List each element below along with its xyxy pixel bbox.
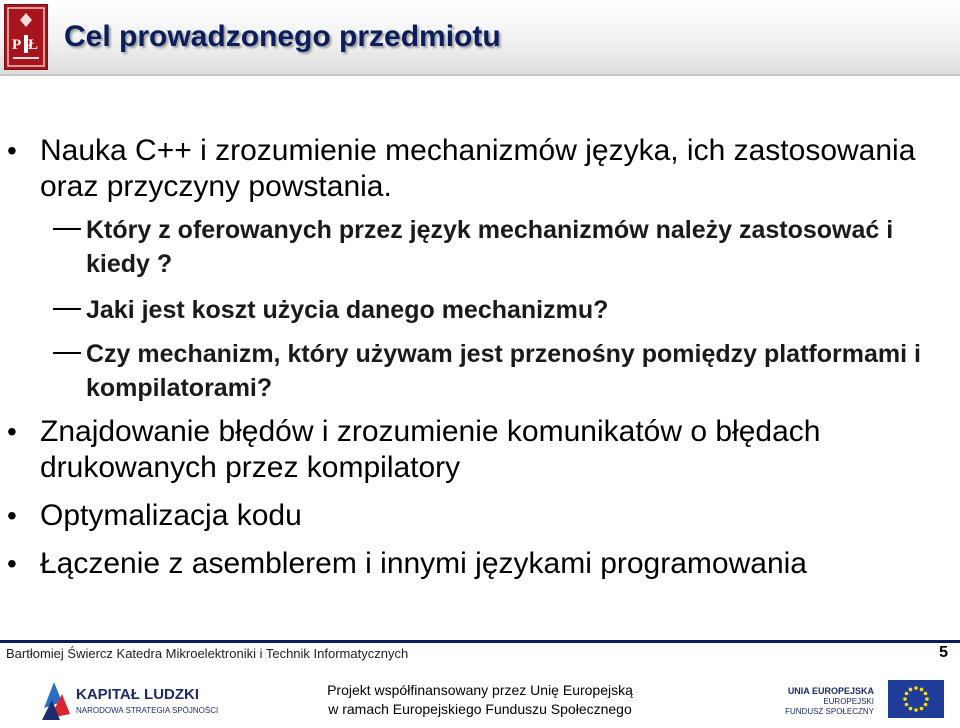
header-divider [0,74,960,76]
eu-star-icon [909,707,913,711]
sub-bullet-item [86,213,926,281]
eu-line-2: EUROPEJSKI [823,697,874,706]
kapital-ludzki-title: KAPITAŁ LUDZKI [76,686,200,703]
project-line-1: Projekt współfinansowany przez Unię Europejską [327,682,633,698]
eu-star-icon [924,692,928,696]
bullet-item [7,546,920,582]
university-logo [4,4,48,70]
svg-text:Ł: Ł [28,37,39,53]
sub-bullet-item [86,337,926,405]
page-number: 5 [939,644,948,661]
footer-author: Bartłomiej Świercz Katedra Mikroelektroniki i Technik Informatycznych [6,646,409,661]
dash-icon [53,228,81,230]
eu-logo [760,680,950,724]
svg-text:P: P [12,37,22,53]
bullet-text: Nauka C++ i zrozumienie mechanizmów języka, ich zastosowania oraz przyczyny powstania. [40,134,916,203]
bullet-dot-icon: • [7,135,17,166]
bullet-text: Znajdowanie błędów i zrozumienie komunikatów o błędach drukowanych przez kompilatory [40,415,821,484]
eu-star-icon [905,692,909,696]
bullet-item [7,498,920,534]
bullet-dot-icon: • [7,416,17,447]
sub-bullet-item [86,293,926,327]
eu-star-icon [914,686,918,690]
bullet-dot-icon: • [7,500,17,531]
footer-divider [0,640,960,643]
dash-icon [53,352,81,354]
kapital-ludzki-subtitle: NARODOWA STRATEGIA SPÓJNOŚCI [76,706,219,715]
eu-line-3: FUNDUSZ SPOŁECZNY [785,707,874,716]
bullet-text: Optymalizacja kodu [40,499,302,532]
eu-flag-icon [888,680,944,718]
eu-star-icon [920,688,924,692]
eu-star-icon [903,697,907,701]
bullet-text: Łączenie z asemblerem i innymi językami programowania [40,547,807,580]
bullet-item [7,133,920,205]
eu-star-icon [905,703,909,707]
eu-star-icon [914,708,918,712]
bullet-item [7,414,920,486]
dash-icon [53,308,81,310]
sub-bullet-text: Jaki jest koszt użycia danego mechanizmu? [86,296,609,324]
slide-title: Cel prowadzonego przedmiotu [64,20,501,53]
eu-star-icon [909,688,913,692]
sub-bullet-text: Czy mechanizm, który używam jest przenośny pomiędzy platformami i kompilatorami? [86,340,921,402]
bullet-dot-icon: • [7,548,17,579]
eu-line-1: UNIA EUROPEJSKA [787,686,874,696]
eu-text [772,686,874,717]
sub-bullet-text: Który z oferowanych przez język mechanizmów należy zastosować i kiedy ? [86,216,894,278]
eu-star-icon [920,707,924,711]
eu-star-icon [925,697,929,701]
project-line-2: w ramach Europejskiego Funduszu Społecznego [328,701,632,717]
eu-star-icon [924,703,928,707]
